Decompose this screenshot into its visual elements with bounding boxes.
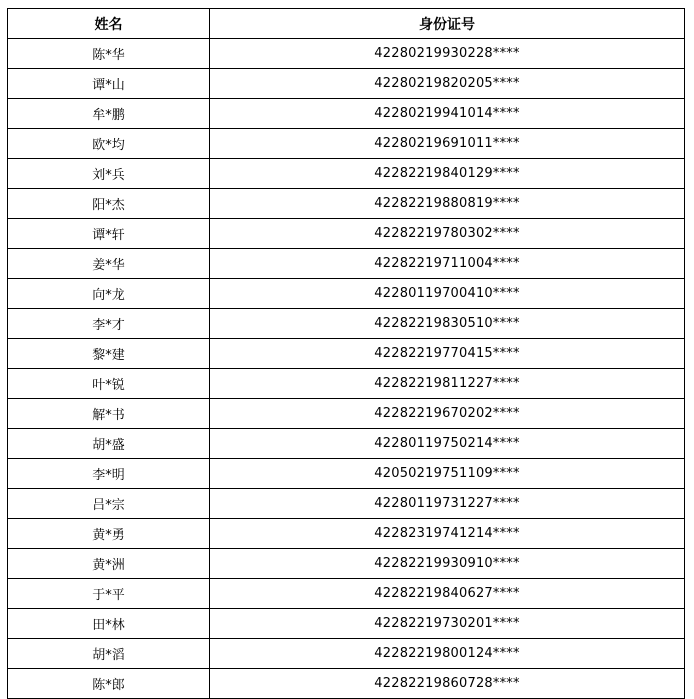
id-number-cell: 42050219751109**** [210, 459, 685, 489]
name-cell: 欧*均 [8, 129, 210, 159]
name-cell: 胡*盛 [8, 429, 210, 459]
roster-sheet [7, 8, 684, 699]
table-row [8, 129, 685, 159]
table-row [8, 99, 685, 129]
name-cell: 解*书 [8, 399, 210, 429]
name-cell: 谭*山 [8, 69, 210, 99]
name-cell: 胡*滔 [8, 639, 210, 669]
name-cell: 刘*兵 [8, 159, 210, 189]
name-cell: 李*才 [8, 309, 210, 339]
table-row [8, 69, 685, 99]
table-row [8, 309, 685, 339]
id-number-cell: 42282219800124**** [210, 639, 685, 669]
name-cell: 谭*轩 [8, 219, 210, 249]
id-number-cell: 42282219880819**** [210, 189, 685, 219]
table-row [8, 249, 685, 279]
id-number-cell: 42282219730201**** [210, 609, 685, 639]
name-cell: 牟*鹏 [8, 99, 210, 129]
table-row [8, 609, 685, 639]
id-number-cell: 42280219691011**** [210, 129, 685, 159]
roster-table [7, 8, 685, 699]
name-cell: 黎*建 [8, 339, 210, 369]
id-number-column-header: 身份证号 [210, 9, 685, 39]
id-number-cell: 42280219820205**** [210, 69, 685, 99]
table-row [8, 459, 685, 489]
name-cell: 姜*华 [8, 249, 210, 279]
id-number-cell: 42280119731227**** [210, 489, 685, 519]
table-row [8, 429, 685, 459]
table-row [8, 549, 685, 579]
name-cell: 黄*勇 [8, 519, 210, 549]
table-row [8, 39, 685, 69]
name-cell: 黄*洲 [8, 549, 210, 579]
id-number-cell: 42280119700410**** [210, 279, 685, 309]
name-cell: 叶*锐 [8, 369, 210, 399]
table-row [8, 159, 685, 189]
id-number-cell: 42282219840129**** [210, 159, 685, 189]
name-cell: 于*平 [8, 579, 210, 609]
name-column-header: 姓名 [8, 9, 210, 39]
table-row [8, 519, 685, 549]
name-cell: 向*龙 [8, 279, 210, 309]
table-row [8, 339, 685, 369]
table-row [8, 279, 685, 309]
name-cell: 陈*郎 [8, 669, 210, 699]
id-number-cell: 42282219670202**** [210, 399, 685, 429]
table-row [8, 219, 685, 249]
header-row [8, 9, 685, 39]
table-row [8, 189, 685, 219]
roster-body [8, 39, 685, 699]
id-number-cell: 42282219770415**** [210, 339, 685, 369]
id-number-cell: 42280219930228**** [210, 39, 685, 69]
table-row [8, 639, 685, 669]
id-number-cell: 42282219860728**** [210, 669, 685, 699]
name-cell: 李*明 [8, 459, 210, 489]
id-number-cell: 42282319741214**** [210, 519, 685, 549]
id-number-cell: 42282219811227**** [210, 369, 685, 399]
id-number-cell: 42282219780302**** [210, 219, 685, 249]
table-row [8, 579, 685, 609]
id-number-cell: 42282219840627**** [210, 579, 685, 609]
name-cell: 陈*华 [8, 39, 210, 69]
id-number-cell: 42280119750214**** [210, 429, 685, 459]
name-cell: 田*林 [8, 609, 210, 639]
id-number-cell: 42282219711004**** [210, 249, 685, 279]
id-number-cell: 42282219830510**** [210, 309, 685, 339]
id-number-cell: 42280219941014**** [210, 99, 685, 129]
table-row [8, 399, 685, 429]
id-number-cell: 42282219930910**** [210, 549, 685, 579]
name-cell: 阳*杰 [8, 189, 210, 219]
name-cell: 吕*宗 [8, 489, 210, 519]
table-row [8, 489, 685, 519]
table-row [8, 669, 685, 699]
table-row [8, 369, 685, 399]
